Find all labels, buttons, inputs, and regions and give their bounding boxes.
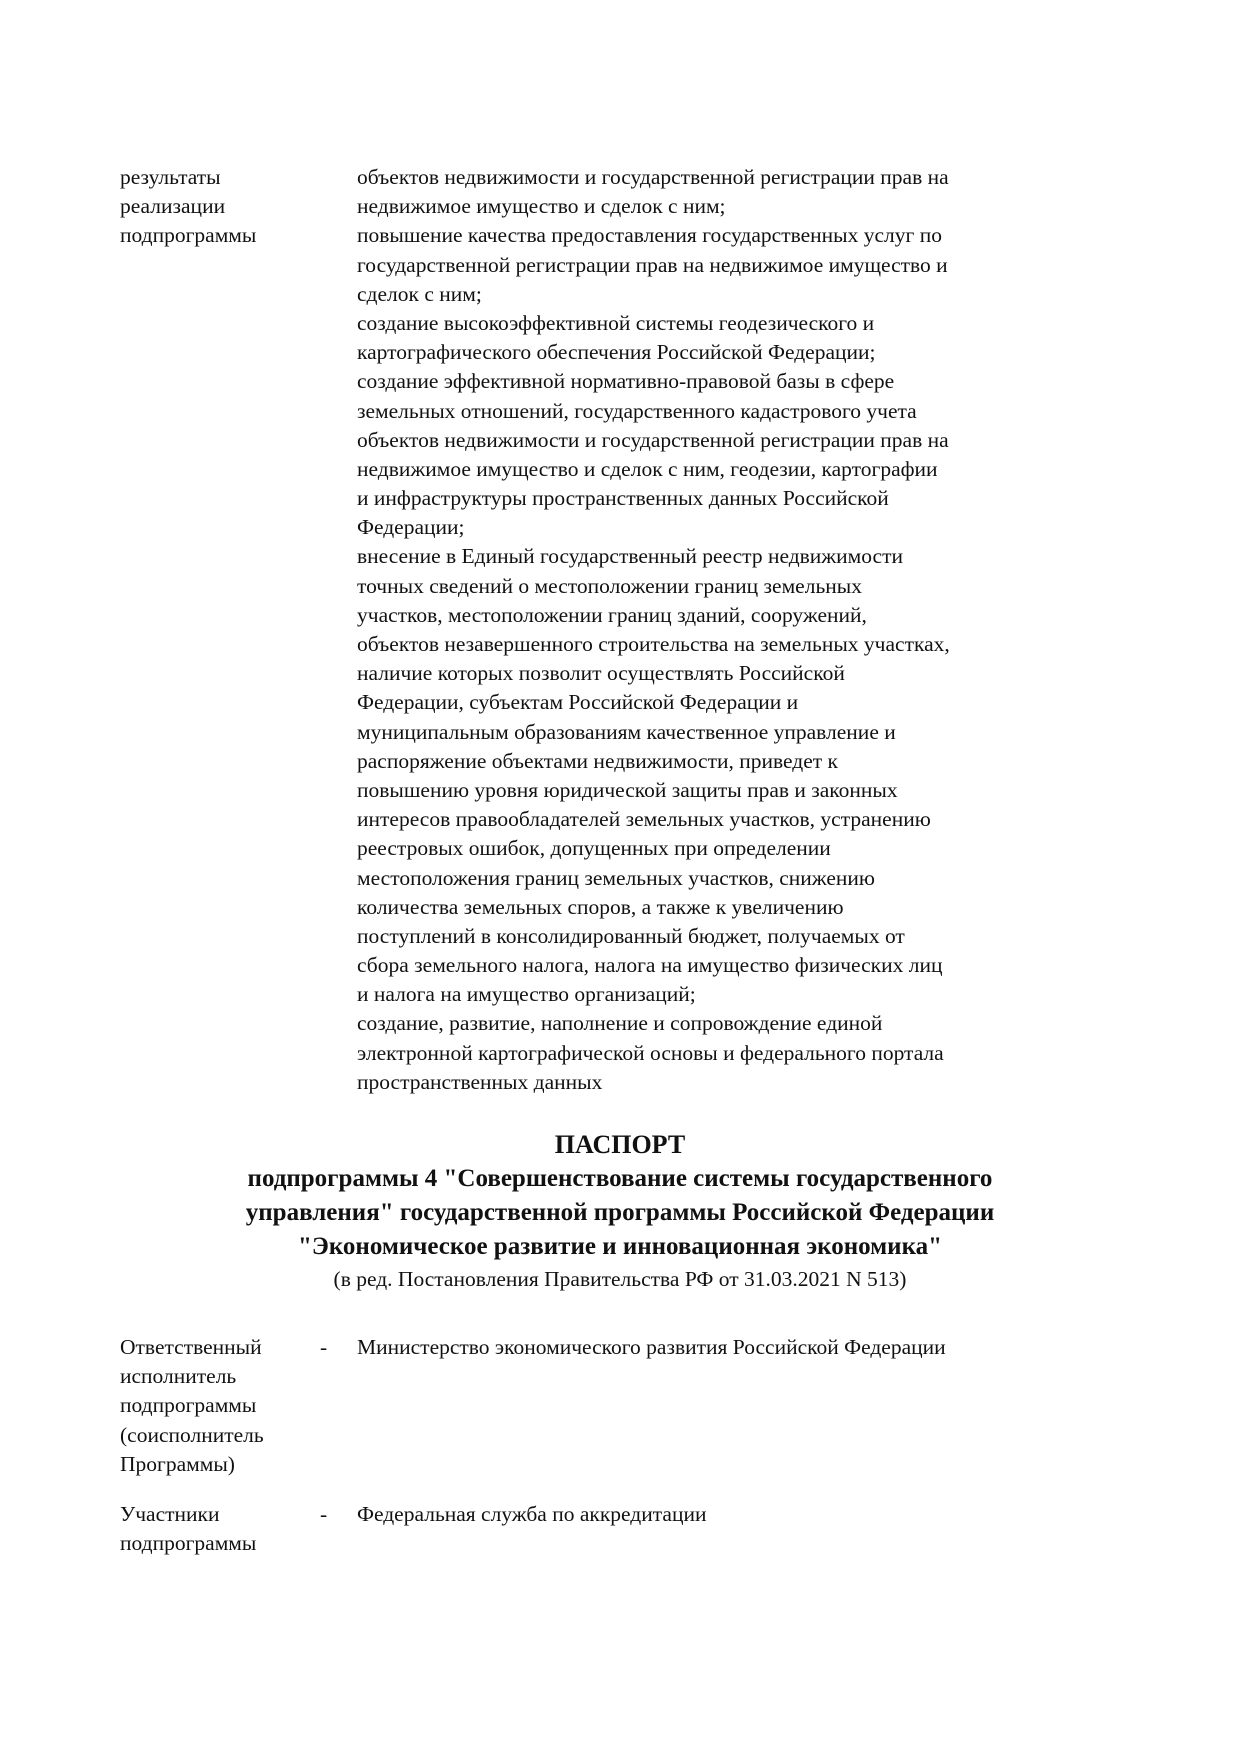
label-line: Программы) — [120, 1451, 235, 1476]
title-line: "Экономическое развитие и инновационная экономика" — [298, 1233, 942, 1260]
row-dash: - — [320, 1502, 328, 1526]
label-line: реализации — [120, 194, 226, 219]
label-line: Участники — [120, 1502, 220, 1526]
row-participants-label — [120, 1500, 256, 1558]
text-line: недвижимое имущество и сделок с ним; — [357, 194, 726, 219]
text-line: объектов незавершенного строительства на земельных участках, — [357, 632, 950, 656]
label-line: подпрограммы — [120, 223, 257, 248]
text-line: участков, местоположении границ зданий, сооружений, — [357, 602, 867, 627]
text-line: точных сведений о местоположении границ земельных — [357, 573, 862, 598]
text-line: поступлений в консолидированный бюджет, получаемых от — [357, 923, 905, 948]
text-line: распоряжение объектами недвижимости, приведет к — [357, 748, 838, 773]
text-line: пространственных данных — [357, 1069, 603, 1094]
text-line: создание высокоэффективной системы геодезического и — [357, 310, 875, 335]
text-line: повышению уровня юридической защиты прав и законных — [357, 777, 898, 802]
text-line: создание эффективной нормативно-правовой базы в сфере — [357, 369, 895, 394]
row-responsible-label — [120, 1333, 264, 1479]
text-line: Федерации; — [357, 515, 465, 540]
text-line: сбора земельного налога, налога на имущество физических лиц — [357, 953, 943, 978]
text-line: картографического обеспечения Российской Федерации; — [357, 340, 876, 365]
title-line: управления" государственной программы Российской Федерации — [245, 1199, 995, 1226]
label-line: Ответственный — [120, 1335, 262, 1359]
text-line: повышение качества предоставления государственных услуг по — [357, 223, 942, 248]
text-line: государственной регистрации прав на недвижимое имущество и — [357, 252, 948, 277]
text-line: местоположения границ земельных участков, снижению — [357, 865, 875, 890]
text-line: реестровых ошибок, допущенных при определении — [357, 836, 831, 861]
text-line: и инфраструктуры пространственных данных Российской — [357, 486, 889, 511]
results-text — [357, 163, 950, 1097]
title-line: подпрограммы 4 "Совершенствование системы государственного — [247, 1165, 993, 1192]
text-line: муниципальным образованиям качественное управление и — [357, 719, 896, 744]
text-line: сделок с ним; — [357, 281, 482, 306]
label-line: результаты — [120, 165, 221, 189]
label-line: (соисполнитель — [120, 1422, 264, 1447]
passport-heading: ПАСПОРТ — [554, 1130, 686, 1159]
text-line: интересов правообладателей земельных участков, устранению — [357, 807, 931, 832]
text-line: наличие которых позволит осуществлять Российской — [357, 661, 845, 686]
text-line: объектов недвижимости и государственной регистрации прав на — [357, 165, 949, 189]
text-line: электронной картографической основы и федерального портала — [357, 1040, 944, 1065]
row-responsible-value: Министерство экономического развития Российской Федерации — [357, 1335, 946, 1359]
passport-title — [0, 1128, 1240, 1294]
results-label — [120, 163, 256, 251]
text-line: и налога на имущество организаций; — [357, 982, 696, 1007]
text-line: количества земельных споров, а также к увеличению — [357, 894, 844, 919]
label-line: подпрограммы — [120, 1531, 257, 1556]
text-line: создание, развитие, наполнение и сопровождение единой — [357, 1011, 883, 1036]
amendment-note: (в ред. Постановления Правительства РФ от 31.03.2021 N 513) — [333, 1267, 907, 1291]
row-participants-value: Федеральная служба по аккредитации — [357, 1502, 707, 1526]
text-line: внесение в Единый государственный реестр недвижимости — [357, 544, 904, 569]
label-line: исполнитель — [120, 1364, 237, 1389]
text-line: земельных отношений, государственного кадастрового учета — [357, 398, 917, 423]
text-line: недвижимое имущество и сделок с ним, геодезии, картографии — [357, 456, 938, 481]
text-line: объектов недвижимости и государственной регистрации прав на — [357, 427, 949, 452]
label-line: подпрограммы — [120, 1393, 257, 1418]
text-line: Федерации, субъектам Российской Федерации и — [357, 690, 799, 715]
row-dash: - — [320, 1335, 328, 1359]
